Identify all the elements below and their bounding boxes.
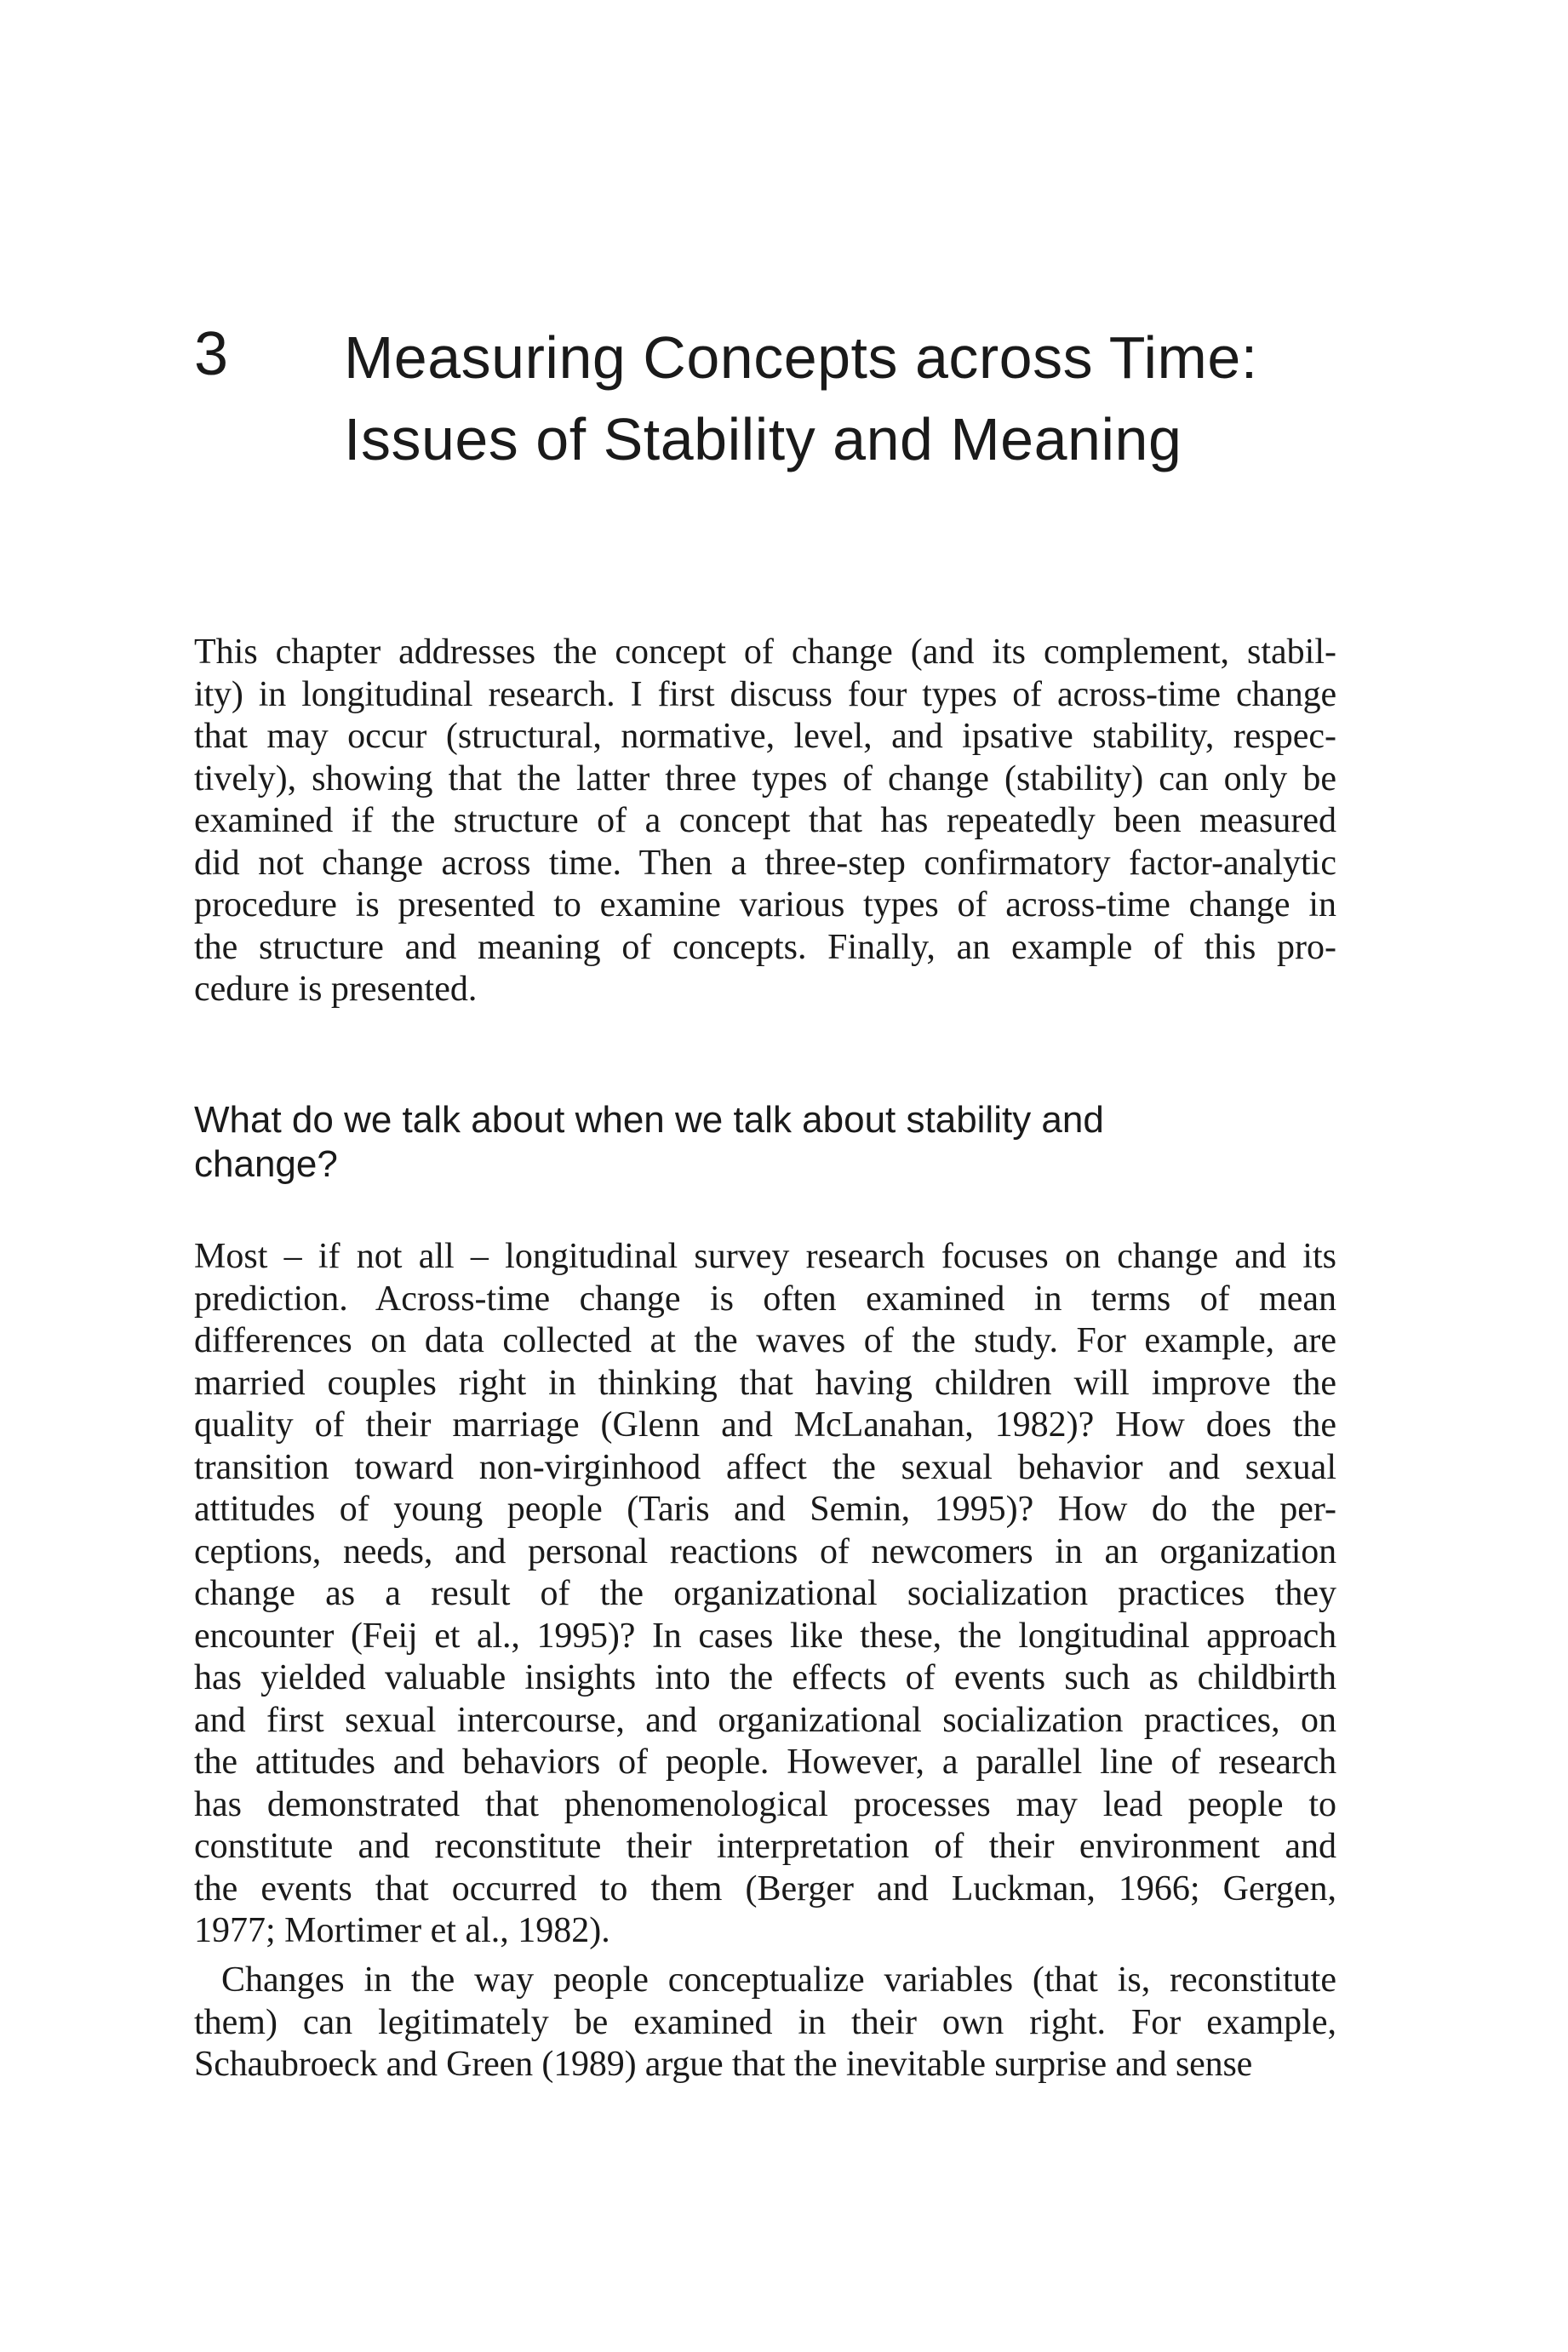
body-line: attitudes of young people (Taris and Semin, 1995)? How do the per- [194, 1490, 1336, 1529]
body-line: constitute and reconstitute their interpretation of their environment and [194, 1827, 1336, 1866]
body-line: quality of their marriage (Glenn and McLanahan, 1982)? How does the [194, 1405, 1336, 1445]
abstract-line: tively), showing that the latter three types of change (stability) can only be [194, 758, 1336, 798]
abstract-line: did not change across time. Then a three-step confirmatory factor-analytic [194, 843, 1336, 883]
body-line: and first sexual intercourse, and organizational socialization practices, on [194, 1700, 1336, 1740]
body-line: the attitudes and behaviors of people. However, a parallel line of research [194, 1743, 1336, 1782]
body-paragraph [194, 1960, 1336, 2086]
body-line: Most – if not all – longitudinal survey research focuses on change and its [194, 1237, 1336, 1276]
chapter-abstract [194, 632, 1336, 1011]
body-line: 1977; Mortimer et al., 1982). [194, 1911, 610, 1950]
chapter-number: 3 [194, 320, 229, 388]
body-line: differences on data collected at the waves of the study. For example, are [194, 1321, 1336, 1360]
body-line: prediction. Across-time change is often examined in terms of mean [194, 1279, 1336, 1319]
body-paragraph [194, 1236, 1336, 1953]
body-line: has yielded valuable insights into the effects of events such as childbirth [194, 1658, 1336, 1697]
body-line: has demonstrated that phenomenological processes may lead people to [194, 1784, 1336, 1824]
abstract-line: ity) in longitudinal research. I first discuss four types of across-time change [194, 674, 1336, 714]
body-line: Changes in the way people conceptualize variables (that is, reconstitute [221, 1960, 1336, 2000]
section-heading [194, 1098, 1336, 1187]
body-line: change as a result of the organizational socialization practices they [194, 1574, 1336, 1613]
chapter-title [344, 317, 1280, 480]
body-line: them) can legitimately be examined in their own right. For example, [194, 2002, 1336, 2042]
section-heading-line: What do we talk about when we talk about stability and [194, 1099, 1104, 1141]
abstract-line: This chapter addresses the concept of change (and its complement, stabil- [194, 632, 1336, 672]
section-heading-line: change? [194, 1143, 338, 1185]
abstract-line: examined if the structure of a concept that has repeatedly been measured [194, 801, 1336, 840]
abstract-line: cedure is presented. [194, 970, 478, 1009]
body-line: the events that occurred to them (Berger and Luckman, 1966; Gergen, [194, 1868, 1336, 1908]
body-line: encounter (Feij et al., 1995)? In cases like these, the longitudinal approach [194, 1616, 1336, 1656]
abstract-line: the structure and meaning of concepts. Finally, an example of this pro- [194, 927, 1336, 967]
body-line: married couples right in thinking that having children will improve the [194, 1363, 1336, 1403]
body-line: ceptions, needs, and personal reactions of newcomers in an organization [194, 1531, 1336, 1571]
abstract-line: that may occur (structural, normative, level, and ipsative stability, respec- [194, 717, 1336, 756]
body-line: Schaubroeck and Green (1989) argue that the inevitable surprise and sense [194, 2045, 1253, 2084]
chapter-title-line: Measuring Concepts across Time: [344, 324, 1258, 391]
abstract-line: procedure is presented to examine various types of across-time change in [194, 885, 1336, 924]
chapter-title-line: Issues of Stability and Meaning [344, 406, 1182, 472]
body-line: transition toward non-virginhood affect the sexual behavior and sexual [194, 1447, 1336, 1487]
